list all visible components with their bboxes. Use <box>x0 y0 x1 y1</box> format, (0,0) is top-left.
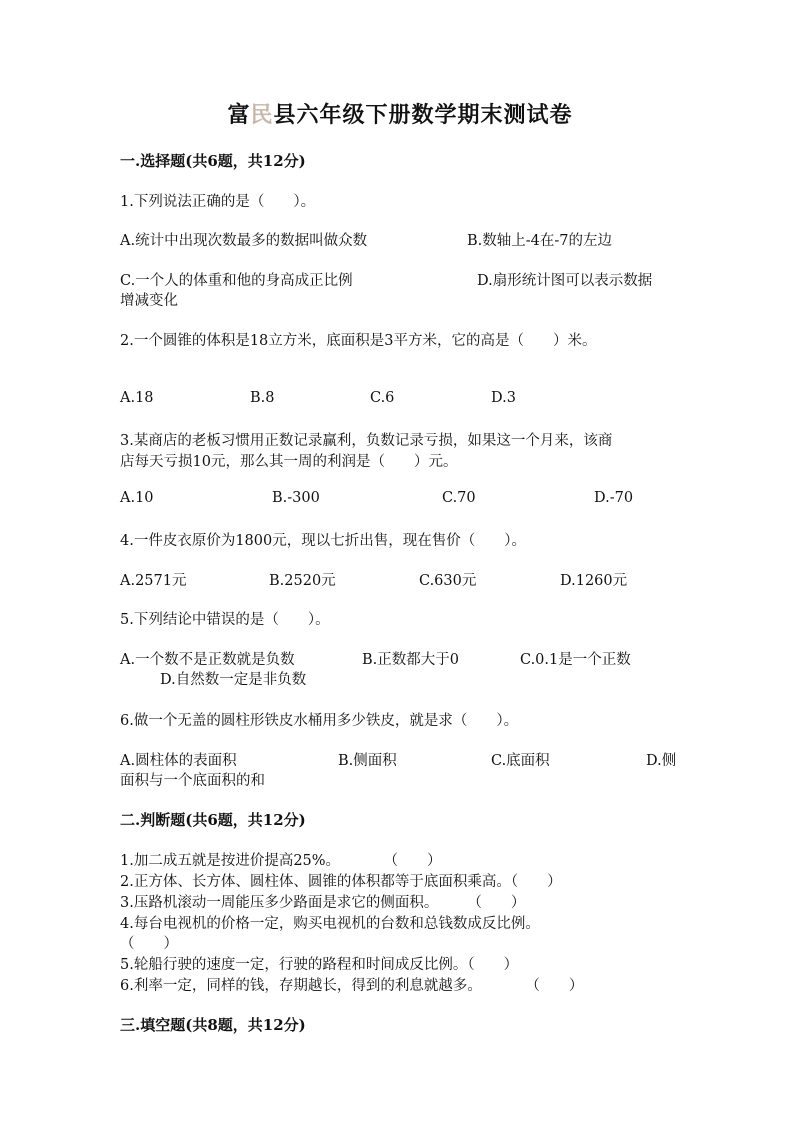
question-5-stem: 5.下列结论中错误的是（ ）。 <box>120 612 330 628</box>
question-1-option-d: D.扇形统计图可以表示数据 <box>477 273 653 289</box>
judge-item-4-continued: （ ） <box>120 936 178 952</box>
judge-item-2: 2.正方体、长方体、圆柱体、圆锥的体积都等于底面积乘高。（ ） <box>120 874 562 890</box>
question-3-option-b: B.-300 <box>272 490 320 506</box>
question-4-option-a: A.2571元 <box>120 573 187 589</box>
question-2-option-a: A.18 <box>120 390 154 406</box>
judge-item-5: 5.轮船行驶的速度一定，行驶的路程和时间成反比例。（ ） <box>120 957 519 973</box>
judge-item-4: 4.每台电视机的价格一定，购买电视机的台数和总钱数成反比例。 <box>120 916 540 932</box>
question-4-stem: 4.一件皮衣原价为1800元，现以七折出售，现在售价（ ）。 <box>120 533 526 549</box>
question-4-option-d: D.1260元 <box>560 573 628 589</box>
question-4-option-c: C.630元 <box>419 573 477 589</box>
title-part-1: 富 <box>227 102 251 128</box>
section-heading-judge: 二.判断题(共6题，共12分) <box>120 811 306 829</box>
question-2-option-b: B.8 <box>250 390 275 406</box>
question-5-option-a: A.一个数不是正数就是负数 <box>120 652 295 668</box>
question-2-option-d: D.3 <box>491 390 516 406</box>
question-6-stem: 6.做一个无盖的圆柱形铁皮水桶用多少铁皮，就是求（ ）。 <box>120 713 519 729</box>
question-6-option-d: D.侧 <box>646 753 677 769</box>
question-3-option-d: D.-70 <box>594 490 634 506</box>
question-1-option-b: B.数轴上-4在-7的左边 <box>467 233 613 249</box>
question-1-option-a: A.统计中出现次数最多的数据叫做众数 <box>120 233 368 249</box>
question-5-option-c: C.0.1是一个正数 <box>520 652 631 668</box>
question-6-option-d-continued: 面积与一个底面积的和 <box>120 773 265 789</box>
question-6-option-a: A.圆柱体的表面积 <box>120 753 237 769</box>
judge-item-3: 3.压路机滚动一周能压多少路面是求它的侧面积。 （ ） <box>120 895 526 911</box>
question-1-option-d-continued: 增减变化 <box>120 293 178 309</box>
section-heading-fill: 三.填空题(共8题，共12分) <box>120 1016 306 1034</box>
question-3-stem-line-1: 3.某商店的老板习惯用正数记录赢利，负数记录亏损，如果这一个月来，该商 <box>120 433 613 449</box>
question-3-option-c: C.70 <box>442 490 476 506</box>
question-6-option-b: B.侧面积 <box>338 753 397 769</box>
judge-item-6: 6.利率一定，同样的钱，存期越长，得到的利息就越多。 （ ） <box>120 978 584 994</box>
question-1-option-c: C.一个人的体重和他的身高成正比例 <box>120 273 353 289</box>
question-5-option-b: B.正数都大于0 <box>362 652 459 668</box>
question-4-option-b: B.2520元 <box>269 573 336 589</box>
page-title <box>0 98 800 129</box>
question-3-option-a: A.10 <box>120 490 154 506</box>
question-6-option-c: C.底面积 <box>491 753 550 769</box>
section-heading-choice: 一.选择题(共6题，共12分) <box>120 152 306 170</box>
question-2-stem: 2.一个圆锥的体积是18立方米，底面积是3平方米，它的高是（ ）米。 <box>120 333 597 349</box>
question-1-stem: 1.下列说法正确的是（ ）。 <box>120 194 316 210</box>
title-part-3: 县六年级下册数学期末测试卷 <box>273 102 573 128</box>
question-2-option-c: C.6 <box>370 390 395 406</box>
question-5-option-d: D.自然数一定是非负数 <box>160 672 307 688</box>
title-part-2: 民 <box>250 102 274 128</box>
judge-item-1: 1.加二成五就是按进价提高25%。 （ ） <box>120 853 442 869</box>
question-3-stem-line-2: 店每天亏损10元，那么其一周的利润是（ ）元。 <box>120 454 458 470</box>
